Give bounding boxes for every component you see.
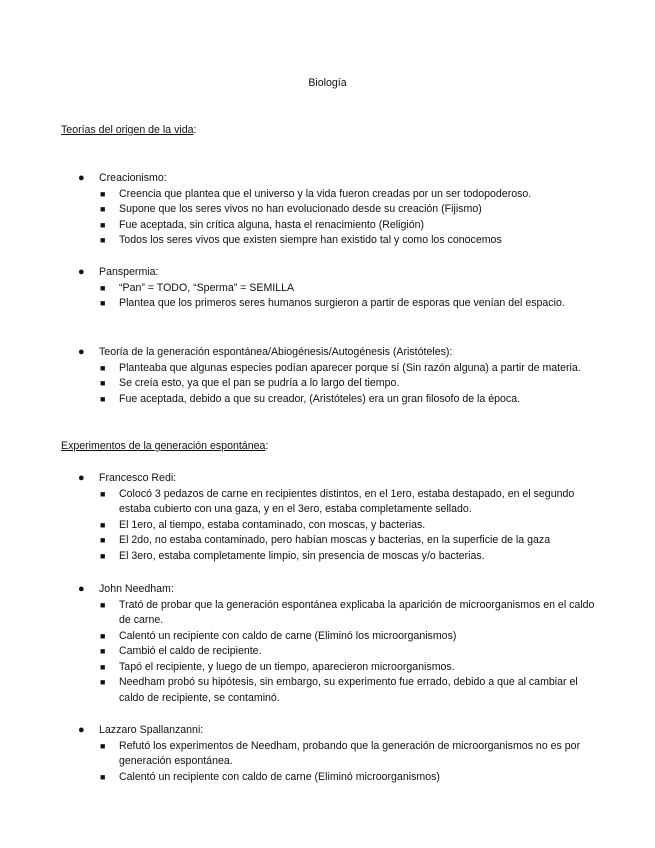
list-item-text: El 1ero, al tiempo, estaba contaminado, con moscas, y bacterias. xyxy=(119,518,426,531)
list-item-text: El 2do, no estaba contaminado, pero habían moscas y bacterias, en la superficie de la gaza xyxy=(119,534,551,546)
topic-john-needham xyxy=(0,582,655,706)
list-item-text: Calentó un recipiente con caldo de carne (Eliminó microorganismos) xyxy=(119,770,440,783)
bullet-icon: ■ xyxy=(100,378,106,388)
list-item-text: Fue aceptada, sin crítica alguna, hasta el renacimiento (Religión) xyxy=(119,218,425,231)
list-item xyxy=(0,392,655,408)
list-item xyxy=(0,233,655,249)
list-item xyxy=(0,361,655,377)
list-item-text: Cambió el caldo de recipiente. xyxy=(119,645,262,657)
bullet-icon: ■ xyxy=(100,550,106,561)
topic-label: Francesco Redi: xyxy=(99,472,177,484)
list-item xyxy=(0,218,655,234)
bullet-icon: ● xyxy=(78,172,85,184)
bullet-icon: ■ xyxy=(100,204,106,214)
list-item xyxy=(0,296,655,312)
topic-header xyxy=(0,345,655,361)
list-item xyxy=(0,644,655,660)
list-item-text: Supone que los seres vivos no han evolucionado desde su creación (Fijismo) xyxy=(119,203,482,215)
bullet-icon: ■ xyxy=(100,298,106,308)
list-item xyxy=(0,739,655,770)
bullet-icon: ● xyxy=(78,472,85,484)
topic-label: John Needham: xyxy=(99,583,174,595)
list-item xyxy=(0,549,655,565)
topic-lazzaro-spallanzanni xyxy=(0,723,655,785)
bullet-icon: ■ xyxy=(100,535,106,545)
list-item-text: Planteaba que algunas especies podían aparecer porque sí (Sin razón alguna) a partir de materia. xyxy=(119,361,581,374)
list-item-text: Creencia que plantea que el universo y la vida fueron creadas por un ser todopoderoso. xyxy=(119,187,532,200)
list-item xyxy=(0,281,655,297)
bullet-icon: ■ xyxy=(100,235,106,245)
bullet-icon: ■ xyxy=(100,661,106,672)
list-item xyxy=(0,202,655,218)
list-item xyxy=(0,376,655,392)
section-heading-theories-colon: : xyxy=(193,124,197,136)
list-item-text: Todos los seres vivos que existen siempre han existido tal y como los conocemos xyxy=(119,234,502,246)
list-item xyxy=(0,187,655,203)
bullet-icon: ■ xyxy=(100,519,106,530)
list-item xyxy=(0,598,655,629)
topic-header xyxy=(0,171,655,187)
list-item xyxy=(0,675,655,706)
bullet-icon: ■ xyxy=(100,393,106,404)
topic-header xyxy=(0,471,655,487)
section-heading-theories-text: Teorías del origen de la vida xyxy=(61,124,194,136)
list-item xyxy=(0,518,655,534)
section-heading-theories xyxy=(61,123,196,139)
list-item xyxy=(0,533,655,549)
bullet-icon: ■ xyxy=(100,599,106,610)
list-item-text: Plantea que los primeros seres humanos surgieron a partir de esporas que venían del espacio. xyxy=(119,297,565,309)
section-heading-experiments-colon: : xyxy=(265,440,269,452)
list-item-text: Refutó los experimentos de Needham, probando que la generación de microorganismos no es por generación espontánea. xyxy=(119,739,581,767)
topic-label: Creacionismo: xyxy=(99,172,167,184)
topic-label: Teoría de la generación espontánea/Abiogénesis/Autogénesis (Aristóteles): xyxy=(99,346,453,358)
topic-francesco-redi xyxy=(0,471,655,564)
topic-header xyxy=(0,582,655,598)
list-item xyxy=(0,629,655,645)
bullet-icon: ■ xyxy=(100,362,106,373)
topic-creacionismo xyxy=(0,171,655,249)
bullet-icon: ■ xyxy=(100,646,106,656)
bullet-icon: ■ xyxy=(100,771,106,782)
bullet-icon: ● xyxy=(78,724,85,736)
list-item-text: El 3ero, estaba completamente limpio, sin presencia de moscas y/o bacterias. xyxy=(119,549,485,562)
list-item-text: Calentó un recipiente con caldo de carne (Eliminó los microorganismos) xyxy=(119,629,457,642)
bullet-icon: ■ xyxy=(100,219,106,230)
list-item-text: Colocó 3 pedazos de carne en recipientes distintos, en el 1ero, estaba destapado, en el segundo estaba cubierto con una gaza, y en el 3ero, estaba completamente sellado. xyxy=(119,487,575,515)
list-item-text: Trató de probar que la generación espontánea explicaba la aparición de microorganismos en el caldo de carne. xyxy=(119,598,595,626)
topic-header xyxy=(0,265,655,281)
bullet-icon: ● xyxy=(78,266,85,278)
topic-panspermia xyxy=(0,265,655,312)
list-item-text: Needham probó su hipótesis, sin embargo, su experimento fue errado, debido a que al cambiar el caldo de recipiente, se contaminó. xyxy=(119,676,578,704)
topic-label: Panspermia: xyxy=(99,266,159,278)
list-item xyxy=(0,770,655,786)
list-item-text: Fue aceptada, debido a que su creador, (Aristóteles) era un gran filosofo de la época. xyxy=(119,392,521,405)
bullet-icon: ■ xyxy=(100,630,106,641)
bullet-icon: ■ xyxy=(100,188,106,199)
list-item-text: Se creía esto, ya que el pan se pudría a lo largo del tiempo. xyxy=(119,377,400,389)
bullet-icon: ■ xyxy=(100,740,106,751)
list-item-text: “Pan” = TODO, “Sperma” = SEMILLA xyxy=(119,281,295,294)
section-heading-experiments-text: Experimentos de la generación espontánea xyxy=(61,440,266,452)
topic-label: Lazzaro Spallanzanni: xyxy=(99,724,204,736)
bullet-icon: ■ xyxy=(100,488,106,499)
document-title: Biología xyxy=(308,77,347,89)
bullet-icon: ● xyxy=(78,346,85,358)
bullet-icon: ■ xyxy=(100,677,106,687)
bullet-icon: ● xyxy=(78,583,85,595)
bullet-icon: ■ xyxy=(100,282,106,293)
topic-generacion-espontanea xyxy=(0,345,655,407)
list-item-text: Tapó el recipiente, y luego de un tiempo, aparecieron microorganismos. xyxy=(119,660,455,673)
list-item xyxy=(0,487,655,518)
list-item xyxy=(0,660,655,676)
section-heading-experiments xyxy=(61,439,268,455)
topic-header xyxy=(0,723,655,739)
